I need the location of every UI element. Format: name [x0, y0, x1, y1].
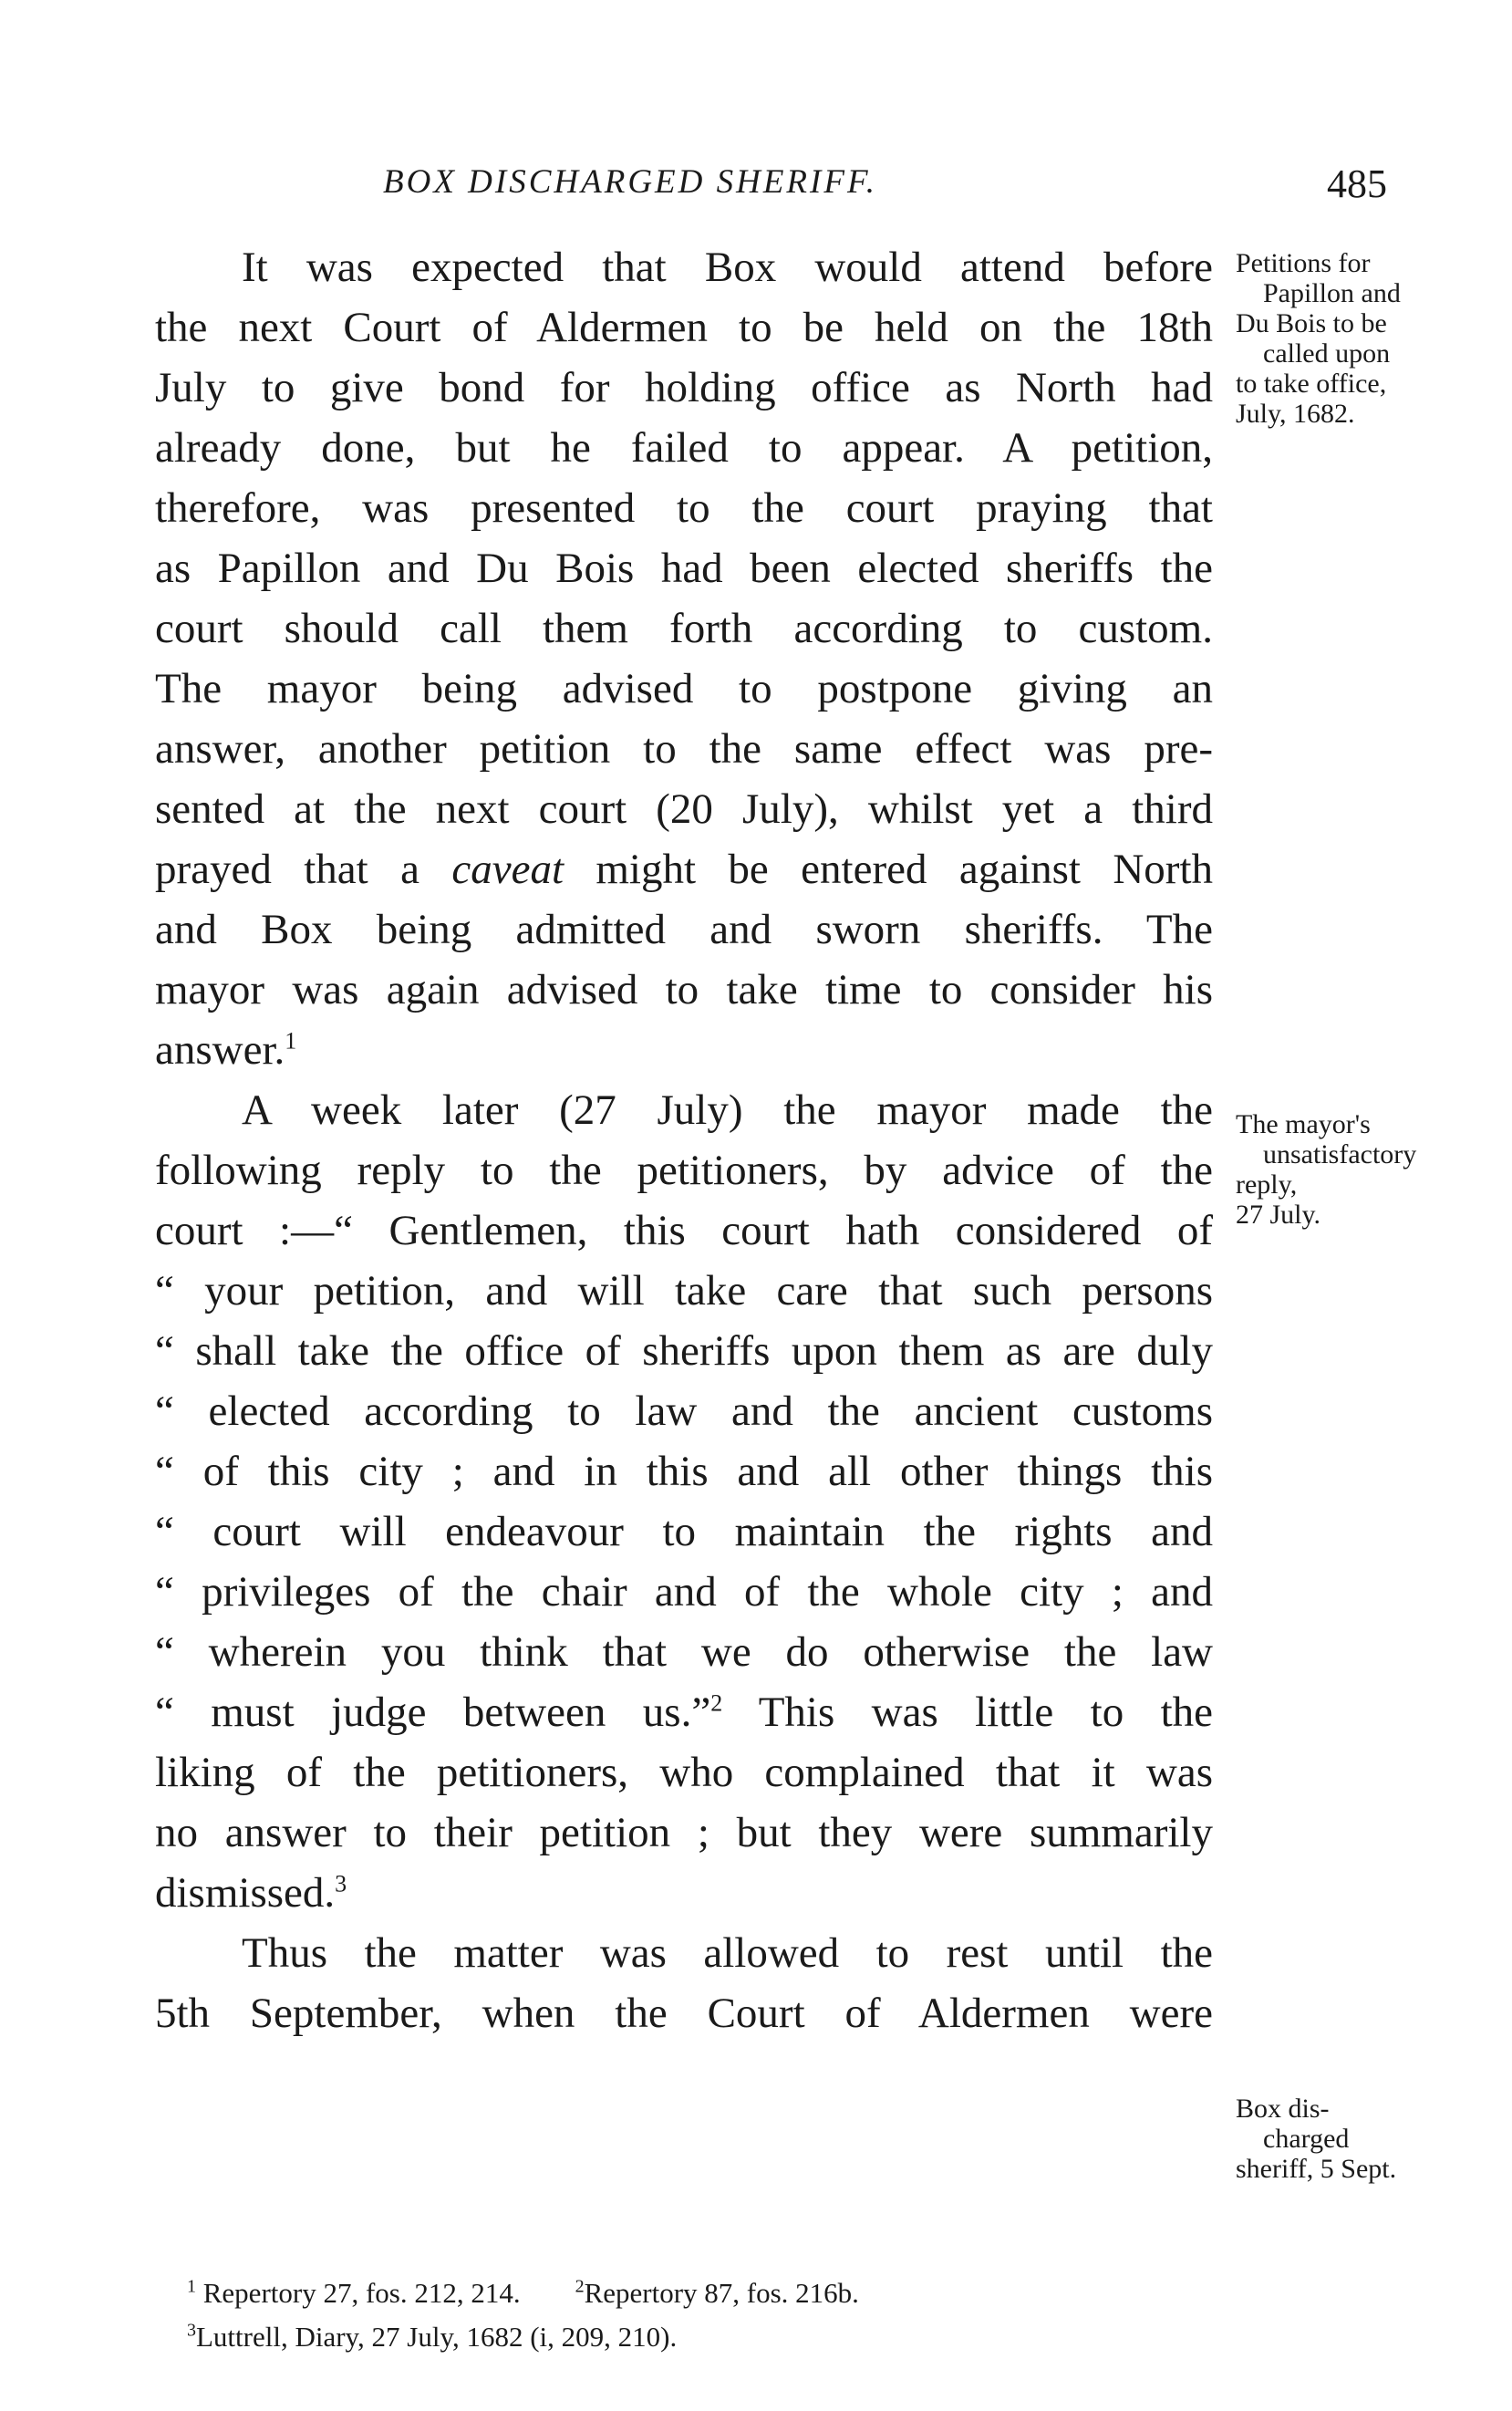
text-fragment: This was little to the	[722, 1689, 1214, 1736]
margin-note-line: reply,	[1236, 1169, 1298, 1200]
paragraph-2	[155, 1080, 1213, 1923]
body-text	[155, 237, 1213, 2043]
margin-note-line: unsatisfactory	[1263, 1139, 1417, 1169]
text-line: mayor was again advised to take time to consider his	[155, 966, 1213, 1013]
footnote-ref: 3	[335, 1870, 347, 1897]
footnote-row	[187, 2271, 1190, 2315]
footnote-1: Repertory 27, fos. 212, 214.	[202, 2277, 521, 2309]
footnote-2: Repertory 87, fos. 216b.	[584, 2277, 859, 2309]
text-line: A week later (27 July) the mayor made the	[242, 1086, 1213, 1134]
text-line	[155, 1863, 1213, 1923]
margin-note-line: Du Bois to be	[1236, 308, 1387, 338]
text-line: answer, another petition to the same effect was pre-	[155, 725, 1213, 773]
text-line: The mayor being advised to postpone giving an	[155, 665, 1213, 712]
text-fragment: might be entered against North	[564, 846, 1214, 893]
footnote-mark: 3	[187, 2320, 196, 2341]
footnote-row	[187, 2315, 1190, 2359]
margin-note-discharged	[1236, 2094, 1509, 2184]
text-line: “ shall take the office of sheriffs upon them as are duly	[155, 1327, 1213, 1375]
margin-note-line: Box dis-	[1236, 2094, 1330, 2124]
paragraph-1	[155, 237, 1213, 1080]
paragraph-3	[155, 1923, 1213, 2043]
text-line: liking of the petitioners, who complained that it was	[155, 1749, 1213, 1796]
text-fragment: dismissed.	[155, 1869, 336, 1917]
text-line: no answer to their petition ; but they were summarily	[155, 1809, 1213, 1856]
text-line: court should call them forth according to custom.	[155, 605, 1213, 652]
text-line: Thus the matter was allowed to rest until the	[242, 1929, 1213, 1977]
margin-note-line: to take office,	[1236, 369, 1387, 399]
text-fragment: “ must judge between us.”	[155, 1689, 711, 1736]
text-line: “ wherein you think that we do otherwise the law	[155, 1628, 1213, 1676]
margin-note-line: called upon	[1263, 338, 1391, 369]
text-fragment: answer.	[155, 1026, 285, 1074]
margin-note-line: Petitions for	[1236, 248, 1371, 278]
running-head: BOX DISCHARGED SHERIFF.	[383, 163, 878, 201]
margin-note-line: 27 July.	[1236, 1200, 1321, 1230]
text-line	[155, 1682, 1213, 1742]
margin-note-petitions	[1236, 248, 1509, 429]
page-number: 485	[1327, 161, 1387, 206]
text-line: “ of this city ; and in this and all other things this	[155, 1448, 1213, 1495]
text-line: 5th September, when the Court of Aldermen were	[155, 1990, 1213, 2037]
text-fragment: prayed that a	[155, 846, 452, 893]
text-line: court :—“ Gentlemen, this court hath considered of	[155, 1207, 1213, 1254]
italic-term: caveat	[451, 846, 564, 893]
text-line: “ privileges of the chair and of the whole city ; and	[155, 1568, 1213, 1616]
text-line: already done, but he failed to appear. A petition,	[155, 424, 1213, 472]
footnote-ref: 1	[285, 1027, 297, 1055]
text-line: “ elected according to law and the ancient customs	[155, 1387, 1213, 1435]
footnote-3: Luttrell, Diary, 27 July, 1682 (i, 209, 210).	[196, 2321, 678, 2353]
text-line	[155, 1020, 1213, 1080]
footnote-mark: 1	[187, 2276, 196, 2297]
text-line: July to give bond for holding office as North had	[155, 364, 1213, 411]
text-line: and Box being admitted and sworn sheriffs. The	[155, 906, 1213, 953]
margin-note-line: The mayor's	[1236, 1109, 1371, 1139]
margin-note-line: July, 1682.	[1236, 399, 1355, 429]
text-line	[155, 839, 1213, 899]
footnotes	[187, 2271, 1190, 2359]
margin-note-line: charged	[1263, 2124, 1350, 2154]
text-line: the next Court of Aldermen to be held on the 18th	[155, 304, 1213, 351]
footnote-mark: 2	[575, 2276, 585, 2297]
text-line: sented at the next court (20 July), whilst yet a third	[155, 785, 1213, 833]
text-line: as Papillon and Du Bois had been elected sheriffs the	[155, 545, 1213, 592]
footnote-ref: 2	[710, 1689, 723, 1717]
text-line: “ court will endeavour to maintain the rights and	[155, 1508, 1213, 1555]
text-line: therefore, was presented to the court praying that	[155, 484, 1213, 532]
text-line: “ your petition, and will take care that such persons	[155, 1267, 1213, 1315]
text-line: It was expected that Box would attend before	[242, 244, 1213, 291]
margin-note-line: Papillon and	[1263, 278, 1401, 308]
margin-note-line: sheriff, 5 Sept.	[1236, 2154, 1397, 2184]
text-line: following reply to the petitioners, by advice of the	[155, 1147, 1213, 1194]
margin-note-reply	[1236, 1109, 1509, 1230]
